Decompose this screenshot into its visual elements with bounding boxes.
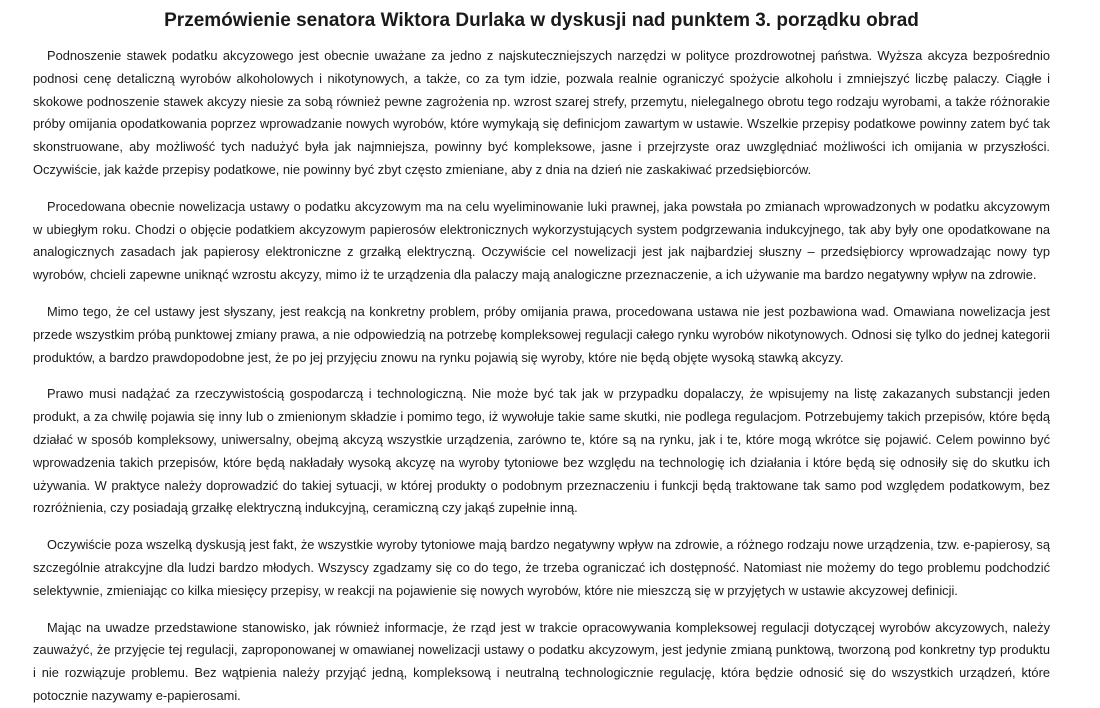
paragraph-4: Prawo musi nadążać za rzeczywistością gospodarczą i technologiczną. Nie może być tak jak w przypadku dopalaczy, że wpisujemy na listę zakazanych substancji jeden produkt, a za chwilę pojawia się inny lub o zmienionym składzie i pomimo tego, iż wywołuje takie same skutki, nie podlega regulacjom. Potrzebujemy takich przepisów, które będą działać w sposób kompleksowy, uniwersalny, obejmą akcyzą wszystkie urządzenia, zarówno te, które są na rynku, jak i te, które mogą wkrótce się pojawić. Celem powinno być wprowadzenia takich przepisów, które będą nakładały wysoką akcyzę na wyroby tytoniowe bez względu na technologię ich działania i które będą się odnosiły się do skutku ich używania. W praktyce należy doprowadzić do takiej sytuacji, w której produkty o podobnym przeznaczeniu i funkcji będą traktowane tak samo pod względem podatkowym, bez rozróżnienia, czy posiadają grzałkę elektryczną indukcyjną, ceramiczną czy jakąś zupełnie inną. <box>33 386 1050 516</box>
paragraph-6: Mając na uwadze przedstawione stanowisko, jak również informacje, że rząd jest w trakcie opracowywania kompleksowej regulacji dotyczącej wyrobów akcyzowych, należy zauważyć, że przyjęcie tej regulacji, zaproponowanej w omawianej nowelizacji ustawy o podatku akcyzowym, jest jedynie zmianą punktową, tworzoną pod konkretny typ produktu i nie rozwiązuje problemu. Bez wątpienia należy przyjąć jedną, kompleksową i neutralną technologicznie regulację, która będzie odnosić się do wszystkich urządzeń, które potocznie nazywamy e-papierosami. <box>33 619 1050 703</box>
paragraph-3: Mimo tego, że cel ustawy jest słyszany, jest reakcją na konkretny problem, próby omijania prawa, procedowana ustawa nie jest pozbawiona wad. Omawiana nowelizacja jest przede wszystkim próbą punktowej zmiany prawa, a nie odpowiedzią na potrzebę kompleksowej regulacji całego rynku wyrobów nikotynowych. Odnosi się tylko do jednej kategorii produktów, a bardzo prawdopodobne jest, że po jej przyjęciu znowu na rynku pojawią się wyroby, które nie będą objęte wysoką stawką akcyzy. <box>33 303 1050 365</box>
paragraph-5: Oczywiście poza wszelką dyskusją jest fakt, że wszystkie wyroby tytoniowe mają bardzo negatywny wpływ na zdrowie, a różnego rodzaju nowe urządzenia, tzw. e-papierosy, są szczególnie atrakcyjne dla ludzi bardzo młodych. Wszyscy zgadzamy się co do tego, że trzeba ograniczać ich dostępność. Natomiast nie możemy do tego problemu podchodzić selektywnie, zmieniając co kilka miesięcy przepisy, w reakcji na pojawienie się nowych wyrobów, które nie mieszczą się w przyjętych w ustawie akcyzowej definicji. <box>33 537 1050 598</box>
paragraph-2: Procedowana obecnie nowelizacja ustawy o podatku akcyzowym ma na celu wyeliminowanie luki prawnej, jaka powstała po zmianach wprowadzonych w podatku akcyzowym w ubiegłym roku. Chodzi o objęcie podatkiem akcyzowym papierosów elektronicznych wykorzystujących system podgrzewania indukcyjnego, tak aby były one opodatkowane na analogicznych zasadach jak papierosy elektroniczne z grzałką elektryczną. Oczywiście cel nowelizacji jest jak najbardziej słuszny – przedsiębiorcy wprowadzając nowy typ wyrobów, chcieli zapewne uniknąć wzrostu akcyzy, mimo iż te urządzenia dla palaczy mają analogiczne przeznaczenie, a ich używanie ma bardzo negatywny wpływ na zdrowie. <box>33 198 1050 283</box>
paragraph-1: Podnoszenie stawek podatku akcyzowego jest obecnie uważane za jedno z najskuteczniejszych narzędzi w polityce prozdrowotnej państwa. Wyższa akcyza bezpośrednio podnosi cenę detaliczną wyrobów alkoholowych i nikotynowych, a także, co za tym idzie, pozwala realnie ograniczyć spożycie alkoholu i zmniejszyć liczbę palaczy. Ciągłe i skokowe podnoszenie stawek akcyzy niesie za sobą również pewne zagrożenia np. wzrost szarej strefy, przemytu, nielegalnego obrotu tego rodzaju wyrobami, a także różnorakie próby omijania opodatkowania poprzez wprowadzanie nowych wyrobów, które wymykają się definicjom zawartym w ustawie. Wszelkie przepisy podatkowe powinny zatem być tak skonstruowane, aby możliwość tych nadużyć była jak najmniejsza, powinny być kompleksowe, jasne i przejrzyste oraz uwzględniać możliwości ich omijania w przyszłości. Oczywiście, jak każde przepisy podatkowe, nie powinny być zbyt często zmieniane, aby z dnia na dzień nie zaskakiwać przedsiębiorców. <box>33 48 1050 177</box>
document-title: Przemówienie senatora Wiktora Durlaka w dyskusji nad punktem 3. porządku obrad <box>164 10 919 31</box>
